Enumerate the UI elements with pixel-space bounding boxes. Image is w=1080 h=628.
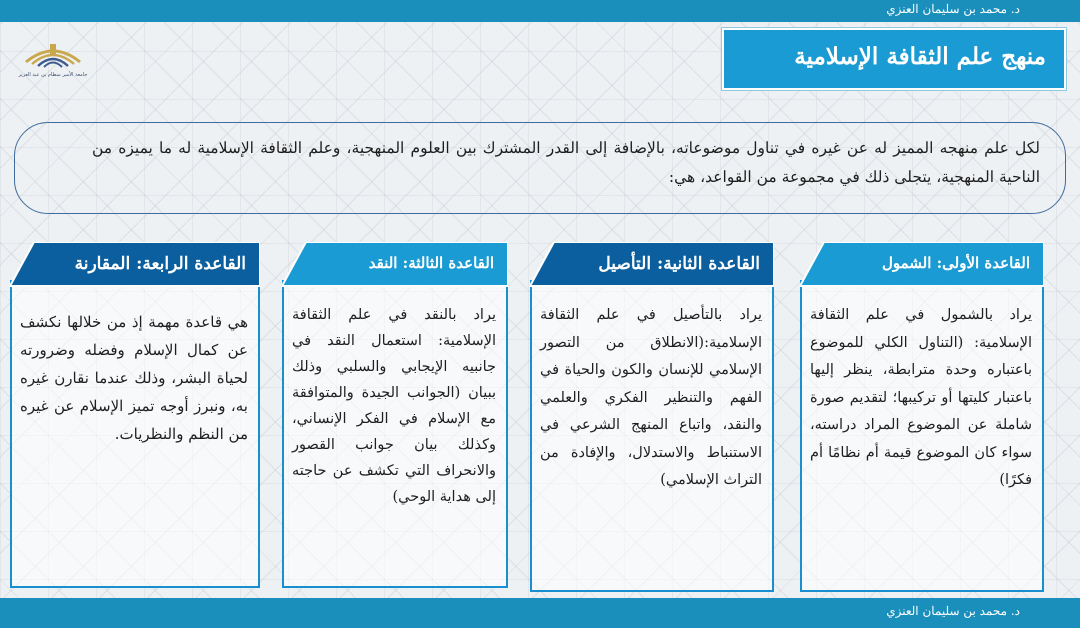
rule-heading: القاعدة الرابعة: المقارنة <box>74 254 246 274</box>
rule-heading: القاعدة الثالثة: النقد <box>368 254 494 272</box>
rule-heading-tab <box>282 242 508 290</box>
university-logo-icon <box>12 36 94 92</box>
top-bar <box>0 0 1080 22</box>
rule-text: يراد بالنقد في علم الثقافة الإسلامية: استعمال النقد في جانبيه الإيجابي والسلبي وذلك ببيان (الجوانب الجيدة والمتوافقة مع الإسلام في الفكر الإنساني، وكذلك بيان جوانب القصور والانحراف التي تكشف عن حاجته إلى هداية الوحي) <box>292 307 496 505</box>
bottom-bar <box>0 598 1080 628</box>
rule-heading: القاعدة الثانية: التأصيل <box>598 254 760 274</box>
logo-caption: جامعة الأمير سطام بن عبد العزيز <box>18 72 88 78</box>
rule-heading-tab <box>530 242 774 290</box>
rule-card-rooting <box>530 242 774 592</box>
rule-text: يراد بالتأصيل في علم الثقافة الإسلامية:(الانطلاق من التصور الإسلامي للإنسان والكون والحياة في الفهم والتنظير الفكري والعلمي والنقد، واتباع المنهج الشرعي في الاستنباط والاستدلال، والإفادة من التراث الإسلامي) <box>540 307 762 488</box>
intro-paragraph: لكل علم منهجه المميز له عن غيره في تناول موضوعاته، بالإضافة إلى القدر المشترك بين العلوم المنهجية، وعلم الثقافة الإسلامية له ما يميزه من الناحية المنهجية، يتجلى ذلك في مجموعة من القواعد، هي: <box>92 139 1040 186</box>
rule-heading-tab <box>10 242 260 290</box>
rule-text: هي قاعدة مهمة إذ من خلالها نكشف عن كمال الإسلام وفضله وضرورته لحياة البشر، وذلك عندما نقارن غيره به، ونبرز أوجه تميز الإسلام عن غيره من النظم والنظريات. <box>20 313 248 443</box>
header-author: د. محمد بن سليمان العنزي <box>886 2 1020 16</box>
page-title: منهج علم الثقافة الإسلامية <box>722 28 1066 90</box>
footer-author: د. محمد بن سليمان العنزي <box>886 604 1020 618</box>
rule-text: يراد بالشمول في علم الثقافة الإسلامية: (التناول الكلي للموضوع باعتباره وحدة مترابطة، ينظر إليها باعتبار كليتها أو تركيبها؛ لتقديم صورة شاملة عن الموضوع المراد دراسته، سواء كان الموضوع قيمة أم نظامًا أم فكرًا) <box>810 307 1032 488</box>
rule-card-criticism <box>282 242 508 588</box>
rule-card-comparison <box>10 242 260 588</box>
rule-heading: القاعدة الأولى: الشمول <box>881 254 1030 272</box>
rule-heading-tab <box>800 242 1044 290</box>
rule-card-comprehensiveness <box>800 242 1044 592</box>
